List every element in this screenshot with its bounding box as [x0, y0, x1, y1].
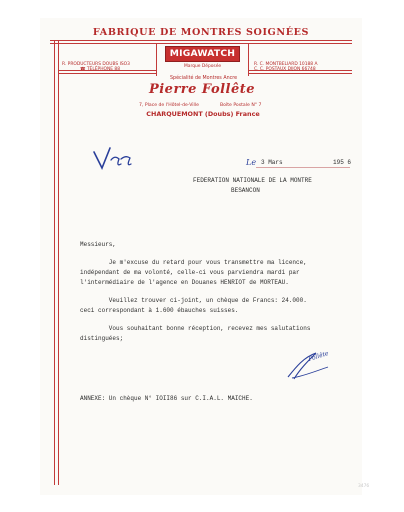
right-info-line-1: R. C. MONTBELIARD 10188 A [254, 62, 318, 67]
date-underline [256, 167, 350, 168]
recipient-line-1: FEDERATION NATIONALE DE LA MONTRE [193, 177, 312, 184]
salutation: Messieurs, [80, 241, 117, 248]
brand-logo: MIGAWATCH [165, 46, 240, 62]
specialty-line: Spécialité de Montres Ancre [170, 76, 238, 81]
date-day-month: 3 Mars [261, 159, 283, 166]
logo-rule-left [156, 43, 157, 76]
date-year: 195 6 [333, 159, 352, 166]
recipient-line-2: BESANCON [231, 187, 260, 194]
pencil-archive-mark: 3476 [358, 484, 370, 489]
body-line-6: Vous souhaitant bonne réception, recevez mes salutations [80, 325, 311, 332]
right-info-line-2: C. C. POSTAUX DIJON 66748 [254, 67, 316, 72]
top-rule [50, 40, 352, 41]
date-prefix: Le [246, 158, 257, 167]
body-line-5: ceci correspondant à 1.600 ébauches suisses. [80, 307, 239, 314]
handwritten-initials [92, 146, 132, 172]
top-rule-inner [50, 43, 352, 44]
address-box: Boîte Postale N° 7 [220, 103, 262, 108]
body-line-7: distinguées; [80, 335, 124, 342]
left-header-rule-2 [58, 73, 156, 74]
right-header-rule-2 [248, 73, 352, 74]
address-street: 7, Place de l'Hôtel-de-Ville [139, 103, 199, 108]
trademark-note: Marque Déposée [184, 64, 222, 69]
logo-rule-right [248, 43, 249, 76]
annex-line: ANNEXE: Un chèque N° IOII86 sur C.I.A.L. MAICHE. [80, 395, 253, 402]
body-line-3: l'intermédiaire de l'agence en Douanes HENRIOT de MORTEAU. [80, 279, 289, 286]
body-line-1: Je m'excuse du retard pour vous transmettre ma licence, [80, 259, 307, 266]
left-rule-inner [58, 40, 59, 485]
signature: Follête [307, 349, 330, 364]
left-info-line-2: ☎ TÉLÉPHONE 88 [80, 67, 120, 72]
body-line-4: Veuillez trouver ci-joint, un chèque de Francs: 24.000. [80, 297, 307, 304]
left-info-line-1: R. PRODUCTEURS DOUBS ISO3 [62, 62, 130, 67]
company-name: Pierre Follête [148, 82, 256, 97]
letter-page [40, 18, 370, 495]
left-rule [54, 40, 55, 485]
body-line-2: indépendant de ma volonté, celle-ci vous parviendra mardi par [80, 269, 300, 276]
address-city: CHARQUEMONT (Doubs) France [146, 110, 260, 118]
letterhead-title: FABRIQUE DE MONTRES SOIGNÉES [92, 27, 310, 38]
